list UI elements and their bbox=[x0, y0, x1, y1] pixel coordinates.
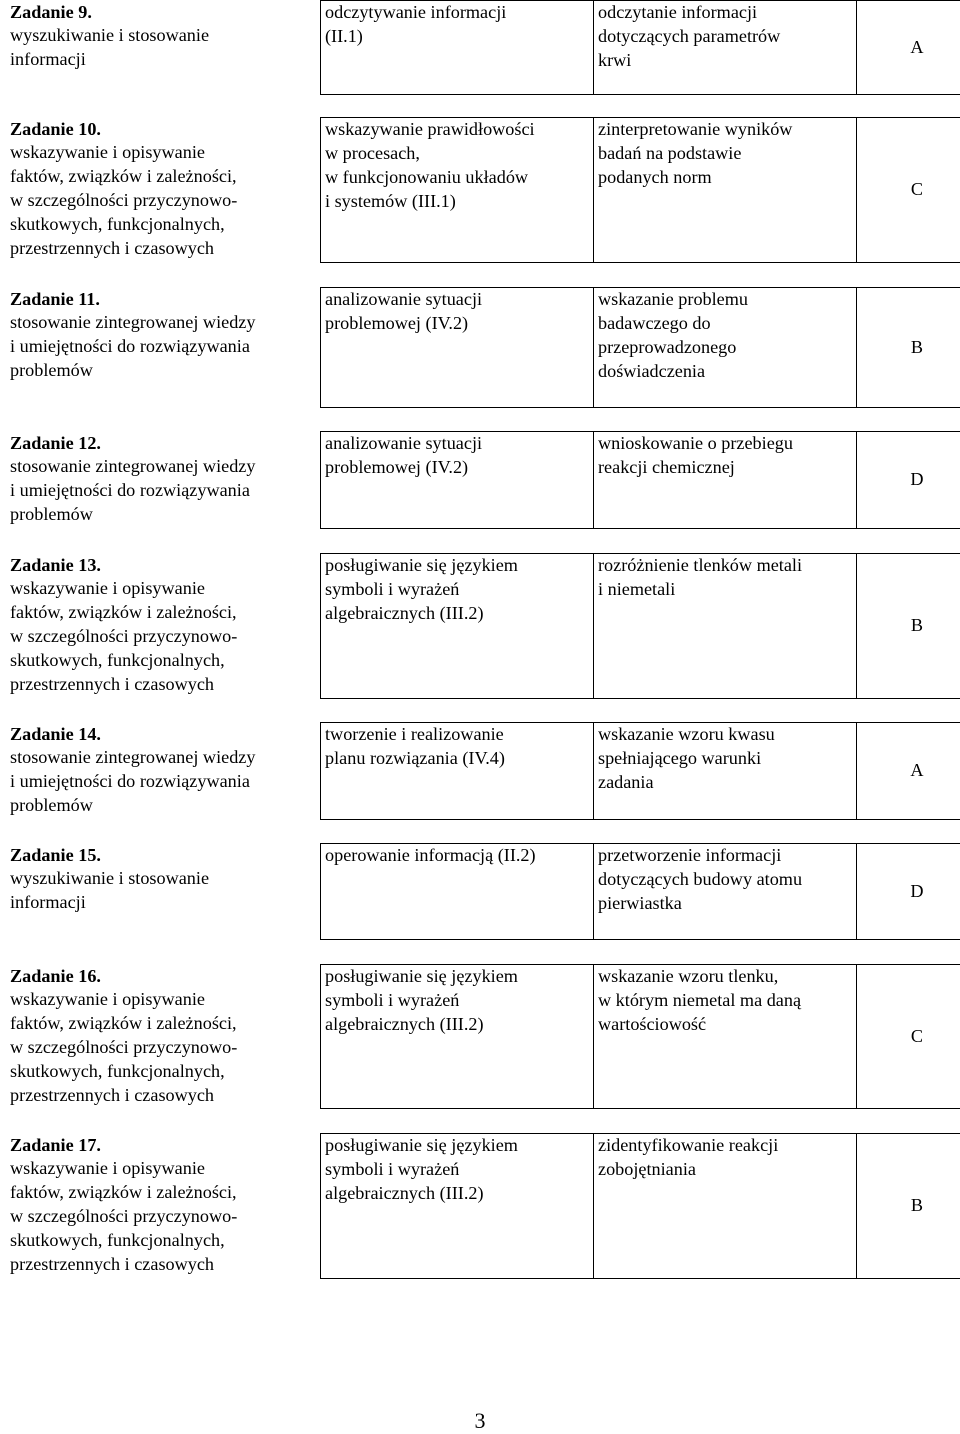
requirement-line: w procesach, bbox=[325, 142, 589, 166]
skill-area-line: wskazywanie i opisywanie bbox=[10, 141, 314, 165]
skill-area-line: przestrzennych i czasowych bbox=[10, 673, 314, 697]
skill-area-line: i umiejętności do rozwiązywania bbox=[10, 479, 314, 503]
task-row bbox=[6, 288, 960, 408]
requirement-line: tworzenie i realizowanie bbox=[325, 723, 589, 747]
spacer-cell bbox=[6, 263, 960, 288]
correct-answer: C bbox=[857, 965, 960, 1109]
task-title: Zadanie 17. bbox=[10, 1134, 314, 1158]
task-row bbox=[6, 1134, 960, 1279]
row-spacer bbox=[6, 699, 960, 723]
requirement-line: posługiwanie się językiem bbox=[325, 965, 589, 989]
general-requirement-cell bbox=[6, 1134, 321, 1279]
description-line: wskazanie wzoru tlenku, bbox=[598, 965, 850, 989]
task-title: Zadanie 14. bbox=[10, 723, 314, 747]
description-line: w którym niemetal ma daną bbox=[598, 989, 850, 1013]
specific-requirement-cell bbox=[321, 1134, 594, 1279]
requirement-line: algebraicznych (III.2) bbox=[325, 602, 589, 626]
requirement-line: posługiwanie się językiem bbox=[325, 554, 589, 578]
requirement-line: w funkcjonowaniu układów bbox=[325, 166, 589, 190]
skill-area-line: w szczególności przyczynowo- bbox=[10, 625, 314, 649]
description-line: przeprowadzonego bbox=[598, 336, 850, 360]
skill-area-line: faktów, związków i zależności, bbox=[10, 165, 314, 189]
description-line: reakcji chemicznej bbox=[598, 456, 850, 480]
requirement-line: planu rozwiązania (IV.4) bbox=[325, 747, 589, 771]
description-line: spełniającego warunki bbox=[598, 747, 850, 771]
task-row bbox=[6, 1, 960, 95]
description-line: zidentyfikowanie reakcji bbox=[598, 1134, 850, 1158]
requirement-line: symboli i wyrażeń bbox=[325, 989, 589, 1013]
requirement-line: analizowanie sytuacji bbox=[325, 288, 589, 312]
requirement-line: i systemów (III.1) bbox=[325, 190, 589, 214]
description-line: rozróżnienie tlenków metali bbox=[598, 554, 850, 578]
task-title: Zadanie 16. bbox=[10, 965, 314, 989]
skill-area-line: problemów bbox=[10, 359, 314, 383]
spacer-cell bbox=[6, 529, 960, 554]
specific-requirement-cell bbox=[321, 288, 594, 408]
row-spacer bbox=[6, 820, 960, 844]
answer-key-table bbox=[6, 0, 960, 1279]
description-line: badawczego do bbox=[598, 312, 850, 336]
general-requirement-cell bbox=[6, 965, 321, 1109]
row-spacer bbox=[6, 95, 960, 118]
skill-area-line: problemów bbox=[10, 503, 314, 527]
description-line: badań na podstawie bbox=[598, 142, 850, 166]
description-line: przetworzenie informacji bbox=[598, 844, 850, 868]
general-requirement-cell bbox=[6, 432, 321, 529]
skill-area-line: wskazywanie i opisywanie bbox=[10, 988, 314, 1012]
description-line: zadania bbox=[598, 771, 850, 795]
task-title: Zadanie 11. bbox=[10, 288, 314, 312]
skill-area-line: stosowanie zintegrowanej wiedzy bbox=[10, 455, 314, 479]
skill-area-line: stosowanie zintegrowanej wiedzy bbox=[10, 746, 314, 770]
description-line: dotyczących budowy atomu bbox=[598, 868, 850, 892]
task-description-cell bbox=[594, 1, 857, 95]
skill-area-line: faktów, związków i zależności, bbox=[10, 601, 314, 625]
requirement-line: problemowej (IV.2) bbox=[325, 312, 589, 336]
correct-answer: C bbox=[857, 118, 960, 263]
spacer-cell bbox=[6, 408, 960, 432]
task-title: Zadanie 12. bbox=[10, 432, 314, 456]
requirement-line: analizowanie sytuacji bbox=[325, 432, 589, 456]
correct-answer: A bbox=[857, 1, 960, 95]
description-line: zinterpretowanie wyników bbox=[598, 118, 850, 142]
description-line: i niemetali bbox=[598, 578, 850, 602]
page-number: 3 bbox=[0, 1408, 960, 1434]
correct-answer: A bbox=[857, 723, 960, 820]
task-title: Zadanie 10. bbox=[10, 118, 314, 142]
requirement-line: wskazywanie prawidłowości bbox=[325, 118, 589, 142]
skill-area-line: i umiejętności do rozwiązywania bbox=[10, 335, 314, 359]
requirement-line: symboli i wyrażeń bbox=[325, 1158, 589, 1182]
description-line: pierwiastka bbox=[598, 892, 850, 916]
task-title: Zadanie 15. bbox=[10, 844, 314, 868]
skill-area-line: informacji bbox=[10, 891, 314, 915]
task-description-cell bbox=[594, 118, 857, 263]
spacer-cell bbox=[6, 699, 960, 723]
task-row bbox=[6, 965, 960, 1109]
skill-area-line: w szczególności przyczynowo- bbox=[10, 189, 314, 213]
description-line: dotyczących parametrów bbox=[598, 25, 850, 49]
correct-answer: D bbox=[857, 432, 960, 529]
task-description-cell bbox=[594, 288, 857, 408]
skill-area-line: przestrzennych i czasowych bbox=[10, 237, 314, 261]
skill-area-line: przestrzennych i czasowych bbox=[10, 1253, 314, 1277]
task-row bbox=[6, 118, 960, 263]
requirement-line: algebraicznych (III.2) bbox=[325, 1013, 589, 1037]
requirement-line: symboli i wyrażeń bbox=[325, 578, 589, 602]
task-description-cell bbox=[594, 723, 857, 820]
skill-area-line: stosowanie zintegrowanej wiedzy bbox=[10, 311, 314, 335]
skill-area-line: w szczególności przyczynowo- bbox=[10, 1036, 314, 1060]
task-description-cell bbox=[594, 844, 857, 940]
task-description-cell bbox=[594, 554, 857, 699]
skill-area-line: skutkowych, funkcjonalnych, bbox=[10, 1229, 314, 1253]
general-requirement-cell bbox=[6, 723, 321, 820]
description-line: wskazanie problemu bbox=[598, 288, 850, 312]
skill-area-line: wyszukiwanie i stosowanie bbox=[10, 867, 314, 891]
spacer-cell bbox=[6, 820, 960, 844]
specific-requirement-cell bbox=[321, 432, 594, 529]
requirement-line: algebraicznych (III.2) bbox=[325, 1182, 589, 1206]
skill-area-line: wyszukiwanie i stosowanie bbox=[10, 24, 314, 48]
skill-area-line: informacji bbox=[10, 48, 314, 72]
task-title: Zadanie 13. bbox=[10, 554, 314, 578]
general-requirement-cell bbox=[6, 288, 321, 408]
general-requirement-cell bbox=[6, 118, 321, 263]
specific-requirement-cell bbox=[321, 844, 594, 940]
description-line: krwi bbox=[598, 49, 850, 73]
spacer-cell bbox=[6, 1109, 960, 1134]
task-row bbox=[6, 432, 960, 529]
specific-requirement-cell bbox=[321, 965, 594, 1109]
row-spacer bbox=[6, 1109, 960, 1134]
spacer-cell bbox=[6, 940, 960, 965]
description-line: wskazanie wzoru kwasu bbox=[598, 723, 850, 747]
description-line: wnioskowanie o przebiegu bbox=[598, 432, 850, 456]
correct-answer: B bbox=[857, 288, 960, 408]
skill-area-line: i umiejętności do rozwiązywania bbox=[10, 770, 314, 794]
row-spacer bbox=[6, 529, 960, 554]
description-line: doświadczenia bbox=[598, 360, 850, 384]
requirement-line: (II.1) bbox=[325, 25, 589, 49]
specific-requirement-cell bbox=[321, 554, 594, 699]
general-requirement-cell bbox=[6, 554, 321, 699]
spacer-cell bbox=[6, 95, 960, 118]
general-requirement-cell bbox=[6, 844, 321, 940]
specific-requirement-cell bbox=[321, 1, 594, 95]
task-row bbox=[6, 554, 960, 699]
skill-area-line: wskazywanie i opisywanie bbox=[10, 1157, 314, 1181]
skill-area-line: skutkowych, funkcjonalnych, bbox=[10, 649, 314, 673]
skill-area-line: przestrzennych i czasowych bbox=[10, 1084, 314, 1108]
general-requirement-cell bbox=[6, 1, 321, 95]
skill-area-line: w szczególności przyczynowo- bbox=[10, 1205, 314, 1229]
requirement-line: problemowej (IV.2) bbox=[325, 456, 589, 480]
correct-answer: B bbox=[857, 1134, 960, 1279]
specific-requirement-cell bbox=[321, 118, 594, 263]
skill-area-line: faktów, związków i zależności, bbox=[10, 1181, 314, 1205]
answer-key-body bbox=[6, 1, 960, 1279]
skill-area-line: skutkowych, funkcjonalnych, bbox=[10, 213, 314, 237]
description-line: odczytanie informacji bbox=[598, 1, 850, 25]
correct-answer: D bbox=[857, 844, 960, 940]
skill-area-line: problemów bbox=[10, 794, 314, 818]
requirement-line: odczytywanie informacji bbox=[325, 1, 589, 25]
specific-requirement-cell bbox=[321, 723, 594, 820]
description-line: zobojętniania bbox=[598, 1158, 850, 1182]
description-line: wartościowość bbox=[598, 1013, 850, 1037]
task-row bbox=[6, 844, 960, 940]
task-row bbox=[6, 723, 960, 820]
requirement-line: posługiwanie się językiem bbox=[325, 1134, 589, 1158]
row-spacer bbox=[6, 263, 960, 288]
row-spacer bbox=[6, 408, 960, 432]
task-description-cell bbox=[594, 1134, 857, 1279]
task-title: Zadanie 9. bbox=[10, 1, 314, 25]
requirement-line: operowanie informacją (II.2) bbox=[325, 844, 589, 868]
skill-area-line: skutkowych, funkcjonalnych, bbox=[10, 1060, 314, 1084]
skill-area-line: wskazywanie i opisywanie bbox=[10, 577, 314, 601]
task-description-cell bbox=[594, 965, 857, 1109]
correct-answer: B bbox=[857, 554, 960, 699]
skill-area-line: faktów, związków i zależności, bbox=[10, 1012, 314, 1036]
description-line: podanych norm bbox=[598, 166, 850, 190]
task-description-cell bbox=[594, 432, 857, 529]
row-spacer bbox=[6, 940, 960, 965]
